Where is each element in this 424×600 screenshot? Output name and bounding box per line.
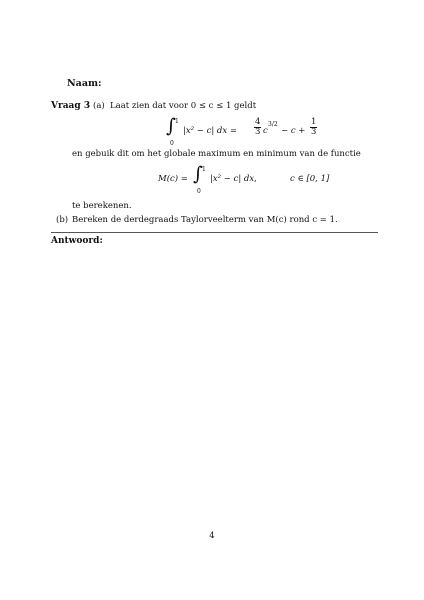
fraction-one-third: $\frac{1}{3}$ [311,117,317,137]
part-a-marker: (a) [93,101,105,111]
integrand: |x² − c| dx = [183,126,237,136]
answer-label: Antwoord: [51,236,103,246]
term-c: c [263,126,268,136]
question-label: Vraag 3 [51,101,91,111]
name-label: Naam: [67,78,102,89]
part-b-marker: (b) [56,215,69,225]
page-number: 4 [209,531,215,541]
part-a-intro: Laat zien dat voor 0 ≤ c ≤ 1 geldt [110,101,257,111]
closing-text: te berekenen. [72,201,132,211]
integral-upper-limit: 1 [202,166,206,173]
integral-lower-limit: 0 [197,188,201,195]
integral-lower-limit: 0 [170,140,174,147]
function-integrand: |x² − c| dx, [210,174,257,184]
middle-text: en gebuik dit om het globale maximum en minimum van de functie [72,149,361,159]
integral-sign: ∫ [193,163,203,185]
exponent: 3/2 [268,121,278,128]
function-domain: c ∈ [0, 1] [290,174,330,184]
integral-upper-limit: 1 [175,118,179,125]
divider-line [51,232,378,233]
function-lhs: M(c) = [158,174,188,184]
part-b-text: Bereken de derdegraads Taylorveelterm van M(c) rond c = 1. [72,215,338,225]
integral-sign: ∫ [166,115,176,137]
minus-c-plus: − c + [281,126,306,136]
fraction-four-thirds: $\frac{4}{3}$ [255,117,261,137]
